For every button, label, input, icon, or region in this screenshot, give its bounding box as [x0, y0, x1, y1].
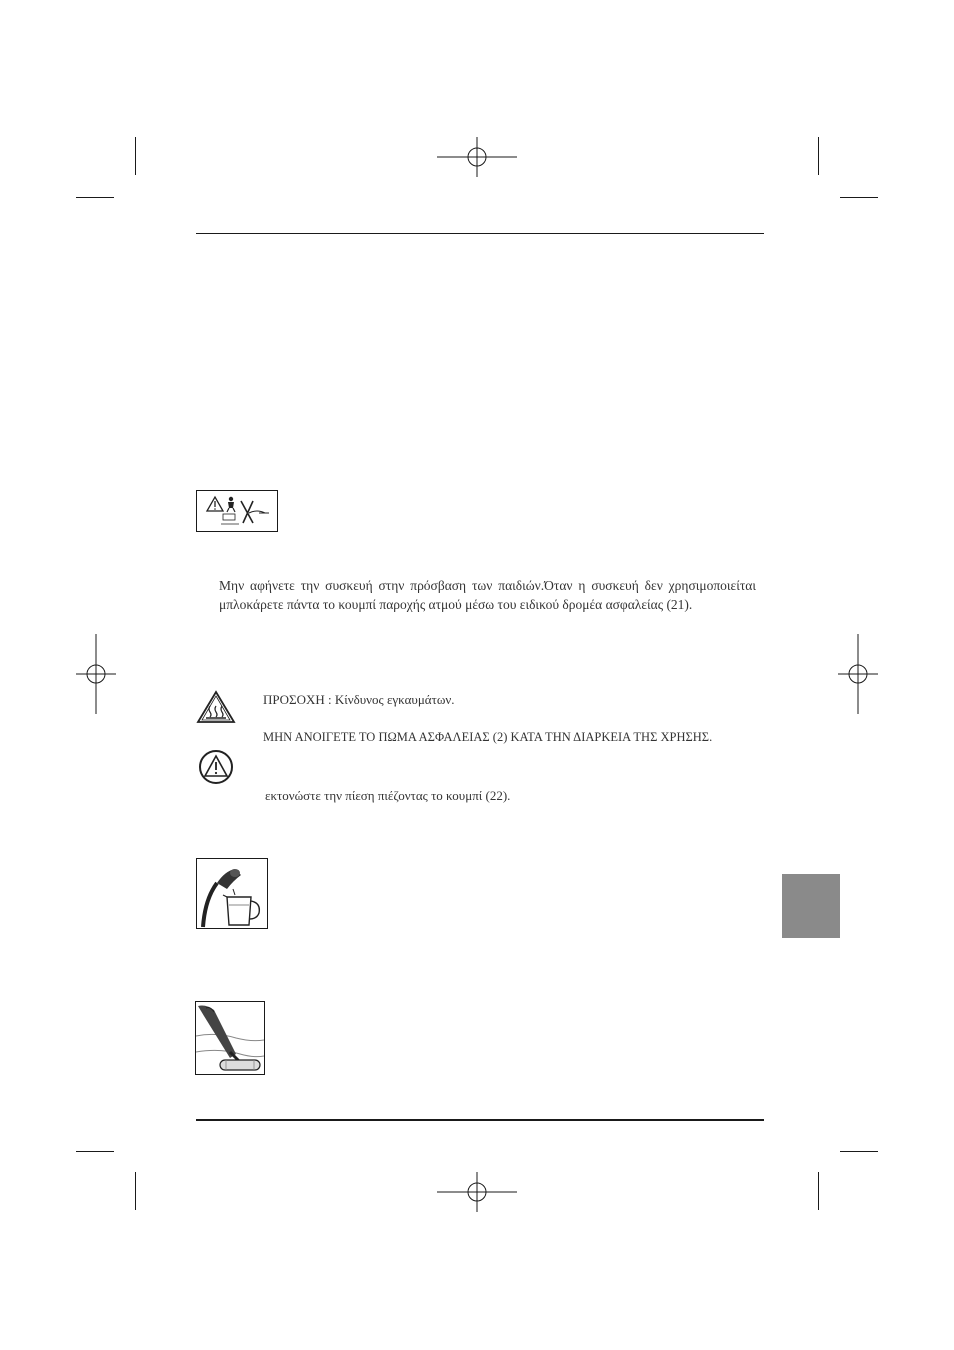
- jug-fill-illustration: [196, 858, 268, 929]
- steam-nozzle-illustration: [195, 1001, 265, 1075]
- pressure-release-text: εκτονώστε την πίεση πιέζοντας το κουμπί (22).: [265, 788, 511, 803]
- chapter-tab: [782, 874, 840, 938]
- header-rule: [196, 233, 764, 234]
- registration-mark-top: [437, 137, 517, 177]
- children-safety-paragraph: Μην αφήνετε την συσκευή στην πρόσβαση των παιδιών.Όταν η συσκευή δεν χρησιμοποιείται μπλοκάρετε πάντα το κουμπί παροχής ατμού μέσω του ειδικού δρομέα ασφαλείας (21).: [219, 578, 756, 612]
- crop-mark-top-right-h: [840, 197, 878, 198]
- crop-mark-bottom-left-h: [76, 1151, 114, 1152]
- crop-mark-top-left-h: [76, 197, 114, 198]
- crop-mark-bottom-left-v: [135, 1172, 136, 1210]
- registration-mark-bottom: [437, 1172, 517, 1212]
- children-warning-icon: [197, 491, 277, 531]
- caution-icon: [198, 749, 234, 785]
- steam-nozzle-icon: [196, 1002, 264, 1074]
- crop-mark-top-right-v: [818, 137, 819, 175]
- safety-cap-warning-text: ΜΗΝ ΑΝΟΙΓΕΤΕ ΤΟ ΠΩΜΑ ΑΣΦΑΛΕΙΑΣ (2) ΚΑΤΑ ΤΗΝ ΔΙΑΡΚΕΙΑ ΤΗΣ ΧΡΗΣΗΣ.: [263, 730, 713, 744]
- children-warning-box: [196, 490, 278, 532]
- registration-mark-right: [838, 634, 878, 714]
- registration-mark-left: [76, 634, 116, 714]
- crop-mark-bottom-right-h: [840, 1151, 878, 1152]
- footer-rule: [196, 1119, 764, 1121]
- burn-warning-text: ΠΡΟΣΟΧΗ : Κίνδυνος εγκαυμάτων.: [263, 692, 455, 707]
- jug-fill-icon: [197, 859, 267, 928]
- crop-mark-top-left-v: [135, 137, 136, 175]
- crop-mark-bottom-right-v: [818, 1172, 819, 1210]
- hot-surface-icon: [196, 690, 236, 724]
